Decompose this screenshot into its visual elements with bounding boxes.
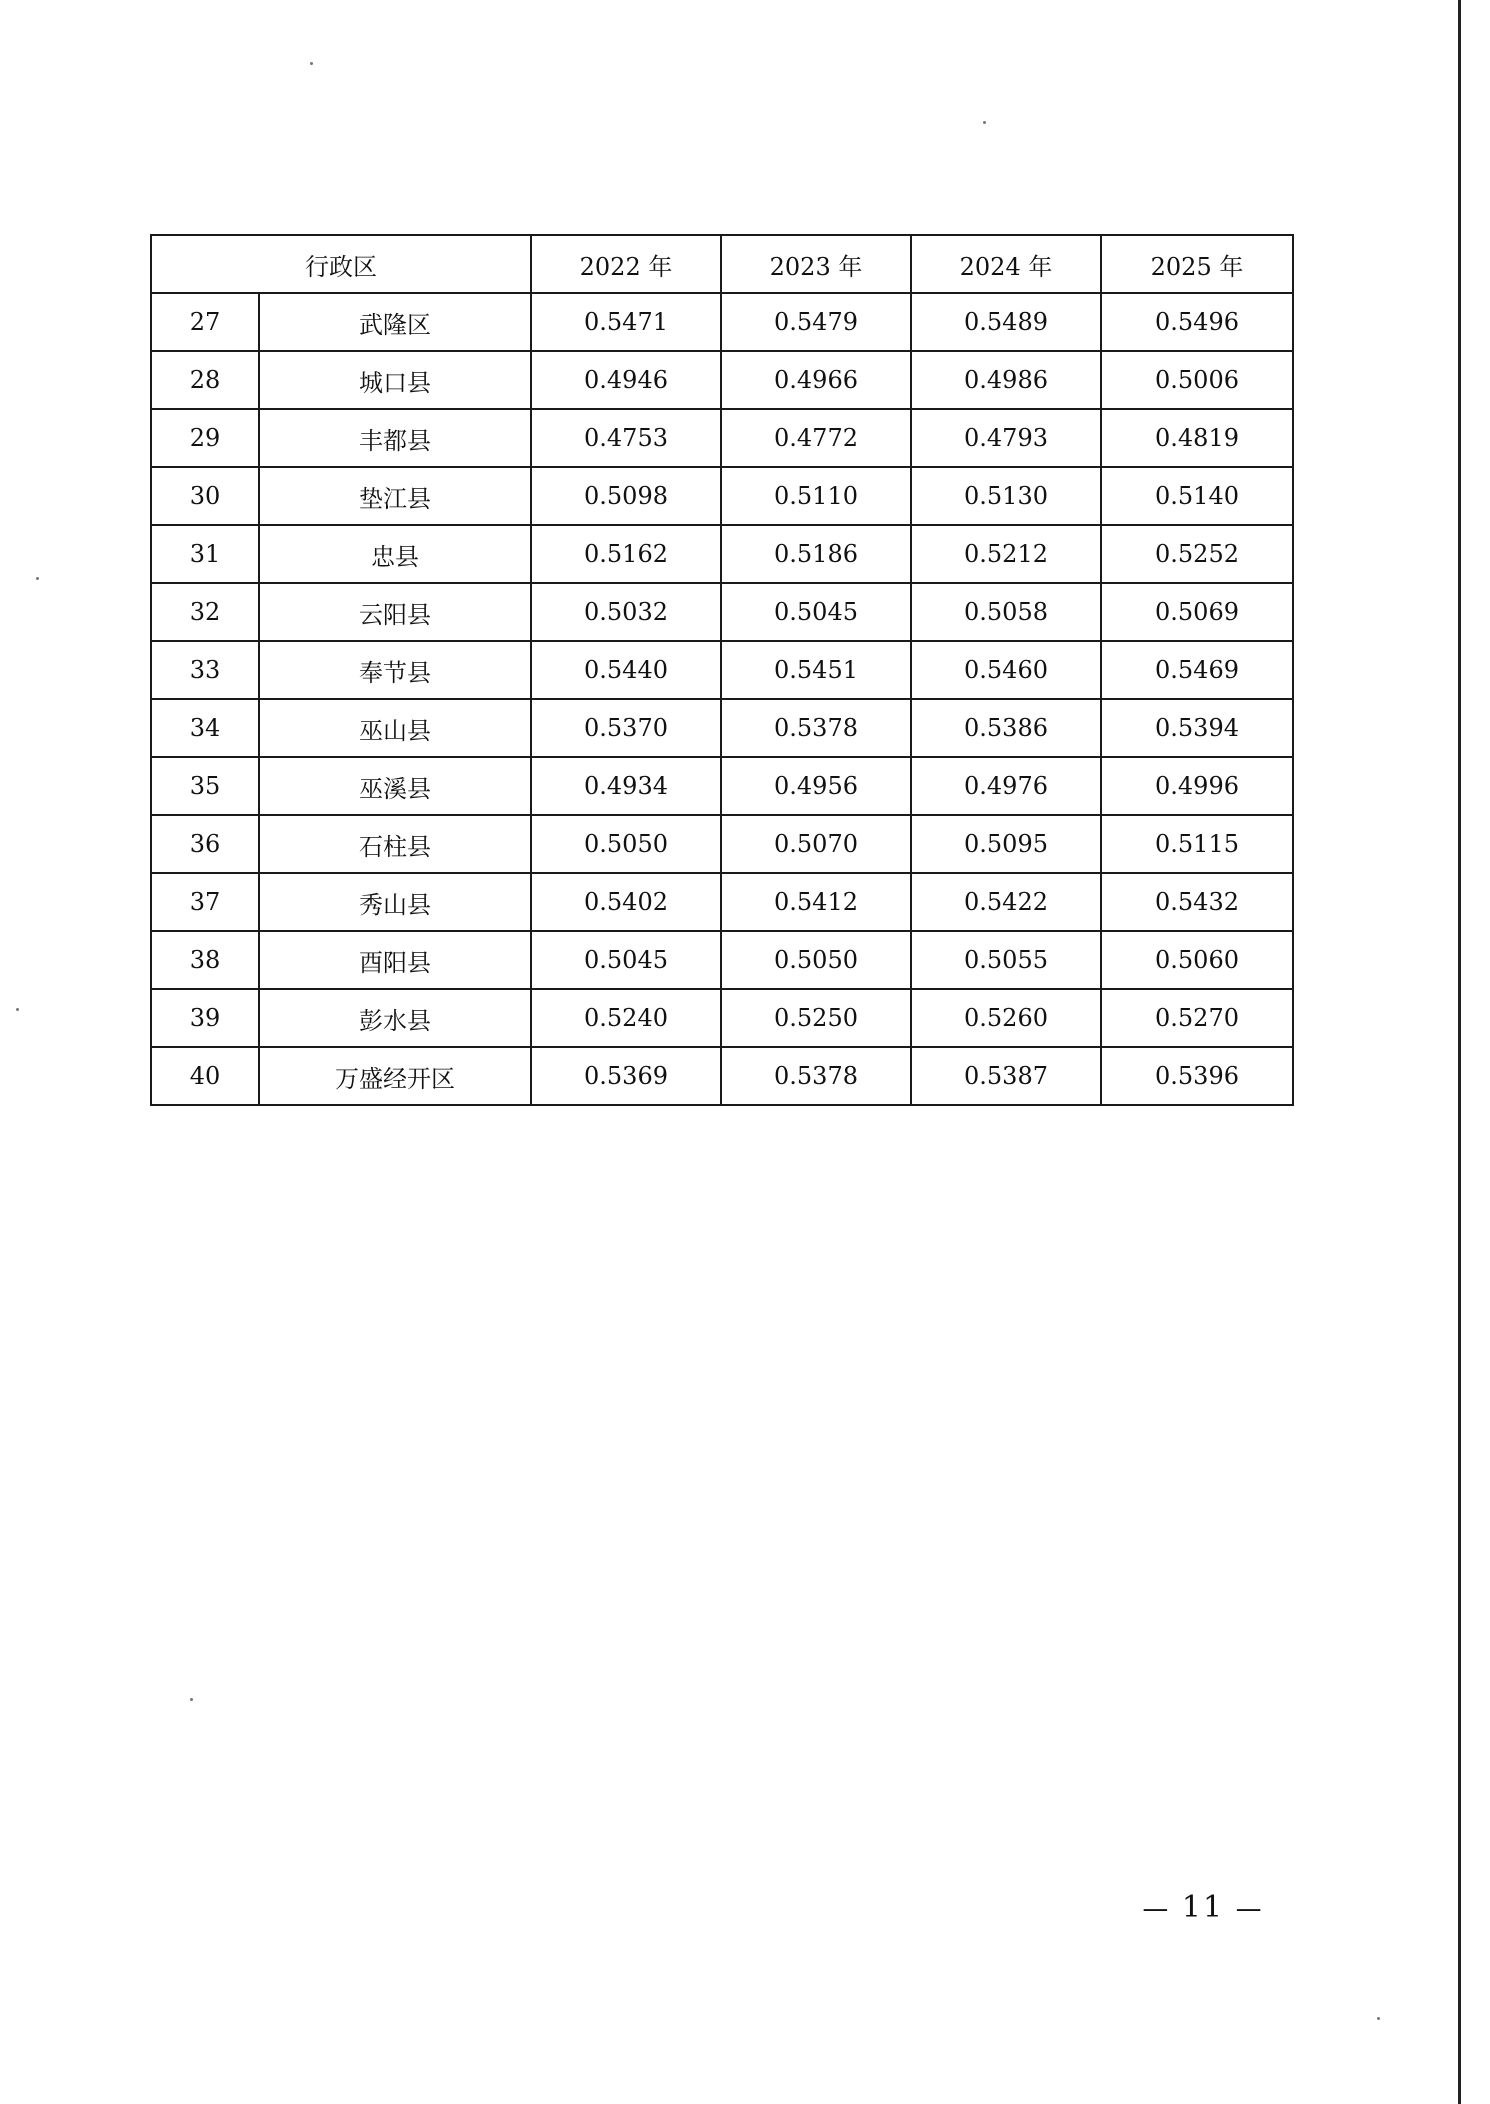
- value-cell: 0.4946: [531, 351, 721, 409]
- value-cell: 0.5212: [911, 525, 1101, 583]
- value-cell: 0.5240: [531, 989, 721, 1047]
- region-name: 云阳县: [259, 583, 531, 641]
- row-number: 39: [151, 989, 259, 1047]
- value-cell: 0.4819: [1101, 409, 1293, 467]
- table-row: [151, 293, 1293, 351]
- value-cell: 0.5460: [911, 641, 1101, 699]
- scan-speck: [190, 1698, 193, 1701]
- table-row: [151, 467, 1293, 525]
- region-name: 巫溪县: [259, 757, 531, 815]
- value-cell: 0.5250: [721, 989, 911, 1047]
- page-number: [1128, 1890, 1278, 1925]
- table-row: [151, 815, 1293, 873]
- header-year-2024: 2024 年: [911, 235, 1101, 293]
- value-cell: 0.4986: [911, 351, 1101, 409]
- table-header-row: [151, 235, 1293, 293]
- value-cell: 0.5471: [531, 293, 721, 351]
- table-row: [151, 409, 1293, 467]
- table-row: [151, 989, 1293, 1047]
- table-row: [151, 1047, 1293, 1105]
- value-cell: 0.5070: [721, 815, 911, 873]
- region-name: 忠县: [259, 525, 531, 583]
- value-cell: 0.5115: [1101, 815, 1293, 873]
- value-cell: 0.5098: [531, 467, 721, 525]
- value-cell: 0.5496: [1101, 293, 1293, 351]
- page-number-dash-right: —: [1235, 1894, 1264, 1924]
- header-year-2023: 2023 年: [721, 235, 911, 293]
- header-region: 行政区: [151, 235, 531, 293]
- value-cell: 0.5069: [1101, 583, 1293, 641]
- value-cell: 0.5050: [721, 931, 911, 989]
- row-number: 40: [151, 1047, 259, 1105]
- value-cell: 0.5422: [911, 873, 1101, 931]
- value-cell: 0.5378: [721, 1047, 911, 1105]
- row-number: 35: [151, 757, 259, 815]
- value-cell: 0.4956: [721, 757, 911, 815]
- value-cell: 0.5369: [531, 1047, 721, 1105]
- region-name: 酉阳县: [259, 931, 531, 989]
- region-name: 石柱县: [259, 815, 531, 873]
- value-cell: 0.5162: [531, 525, 721, 583]
- value-cell: 0.4793: [911, 409, 1101, 467]
- region-name: 武隆区: [259, 293, 531, 351]
- value-cell: 0.5186: [721, 525, 911, 583]
- table-row: [151, 931, 1293, 989]
- table-row: [151, 525, 1293, 583]
- table-body: [151, 293, 1293, 1105]
- table-row: [151, 641, 1293, 699]
- region-name: 秀山县: [259, 873, 531, 931]
- value-cell: 0.5006: [1101, 351, 1293, 409]
- value-cell: 0.5396: [1101, 1047, 1293, 1105]
- value-cell: 0.5386: [911, 699, 1101, 757]
- value-cell: 0.5387: [911, 1047, 1101, 1105]
- value-cell: 0.4753: [531, 409, 721, 467]
- region-name: 彭水县: [259, 989, 531, 1047]
- page-number-dash-left: —: [1142, 1894, 1171, 1924]
- region-name: 城口县: [259, 351, 531, 409]
- row-number: 36: [151, 815, 259, 873]
- row-number: 28: [151, 351, 259, 409]
- value-cell: 0.5378: [721, 699, 911, 757]
- scan-speck: [1377, 2017, 1380, 2020]
- value-cell: 0.5440: [531, 641, 721, 699]
- scan-speck: [36, 577, 39, 580]
- value-cell: 0.5394: [1101, 699, 1293, 757]
- header-year-2022: 2022 年: [531, 235, 721, 293]
- value-cell: 0.5050: [531, 815, 721, 873]
- value-cell: 0.5055: [911, 931, 1101, 989]
- page-number-value: 11: [1181, 1890, 1225, 1925]
- table-row: [151, 873, 1293, 931]
- row-number: 34: [151, 699, 259, 757]
- value-cell: 0.4966: [721, 351, 911, 409]
- row-number: 31: [151, 525, 259, 583]
- value-cell: 0.4772: [721, 409, 911, 467]
- value-cell: 0.5479: [721, 293, 911, 351]
- value-cell: 0.5045: [531, 931, 721, 989]
- value-cell: 0.5110: [721, 467, 911, 525]
- scan-speck: [310, 62, 313, 65]
- region-name: 丰都县: [259, 409, 531, 467]
- region-name: 奉节县: [259, 641, 531, 699]
- scan-edge-line: [1458, 0, 1461, 2104]
- value-cell: 0.5095: [911, 815, 1101, 873]
- value-cell: 0.5032: [531, 583, 721, 641]
- value-cell: 0.5060: [1101, 931, 1293, 989]
- data-table: [150, 234, 1294, 1106]
- value-cell: 0.5045: [721, 583, 911, 641]
- value-cell: 0.5412: [721, 873, 911, 931]
- table-row: [151, 351, 1293, 409]
- row-number: 27: [151, 293, 259, 351]
- row-number: 37: [151, 873, 259, 931]
- value-cell: 0.5270: [1101, 989, 1293, 1047]
- region-name: 万盛经开区: [259, 1047, 531, 1105]
- value-cell: 0.4976: [911, 757, 1101, 815]
- table-row: [151, 699, 1293, 757]
- region-name: 巫山县: [259, 699, 531, 757]
- value-cell: 0.5260: [911, 989, 1101, 1047]
- table-row: [151, 757, 1293, 815]
- value-cell: 0.5130: [911, 467, 1101, 525]
- value-cell: 0.5370: [531, 699, 721, 757]
- value-cell: 0.5451: [721, 641, 911, 699]
- scan-speck: [16, 1008, 19, 1011]
- value-cell: 0.5489: [911, 293, 1101, 351]
- row-number: 30: [151, 467, 259, 525]
- value-cell: 0.5252: [1101, 525, 1293, 583]
- value-cell: 0.5140: [1101, 467, 1293, 525]
- row-number: 38: [151, 931, 259, 989]
- row-number: 29: [151, 409, 259, 467]
- scan-speck: [983, 121, 986, 124]
- value-cell: 0.5469: [1101, 641, 1293, 699]
- value-cell: 0.4934: [531, 757, 721, 815]
- region-name: 垫江县: [259, 467, 531, 525]
- row-number: 32: [151, 583, 259, 641]
- header-year-2025: 2025 年: [1101, 235, 1293, 293]
- value-cell: 0.5058: [911, 583, 1101, 641]
- value-cell: 0.5432: [1101, 873, 1293, 931]
- value-cell: 0.5402: [531, 873, 721, 931]
- value-cell: 0.4996: [1101, 757, 1293, 815]
- row-number: 33: [151, 641, 259, 699]
- table-row: [151, 583, 1293, 641]
